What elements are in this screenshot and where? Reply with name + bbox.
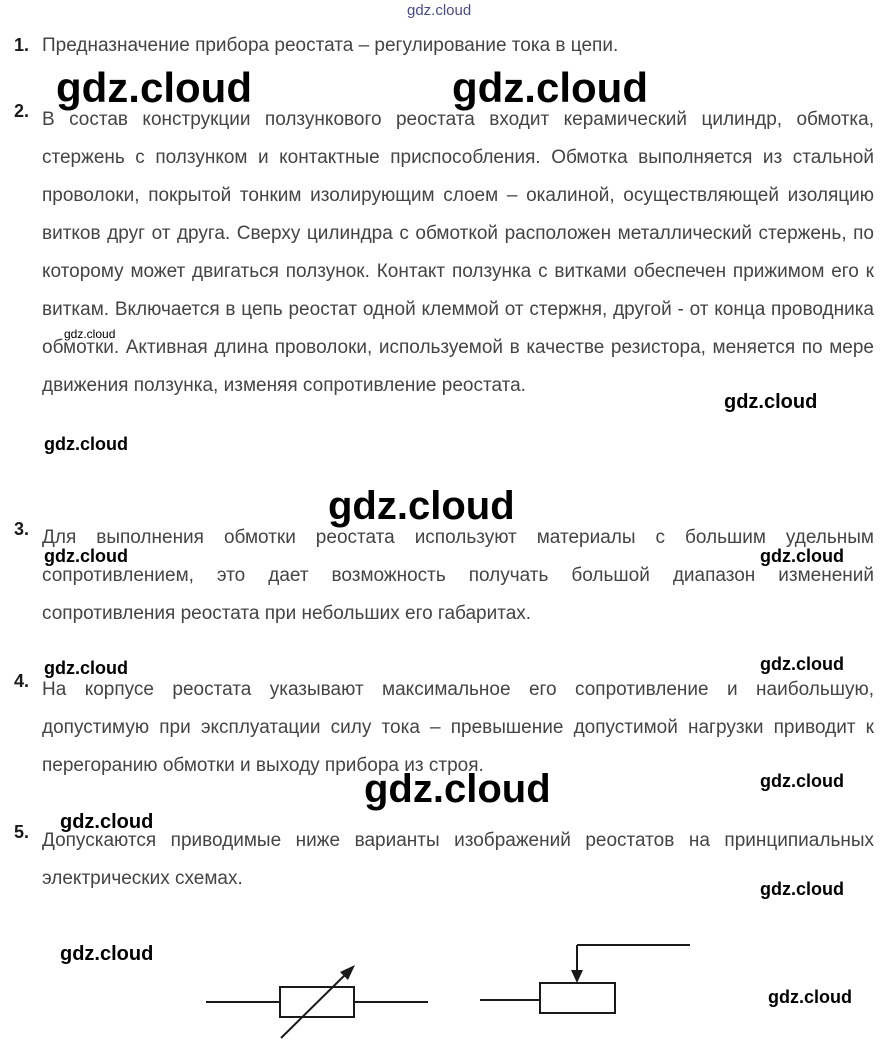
item-number: 3. bbox=[14, 519, 30, 539]
watermark: gdz.cloud bbox=[44, 546, 128, 566]
watermark: gdz.cloud bbox=[60, 943, 154, 965]
watermark: gdz.cloud bbox=[760, 546, 844, 566]
watermark: gdz.cloud bbox=[452, 64, 648, 111]
watermark: gdz.cloud bbox=[407, 2, 472, 19]
answer-item-2 bbox=[14, 101, 874, 405]
variable-resistor-symbol bbox=[206, 965, 428, 1038]
answer-item-1 bbox=[14, 35, 874, 57]
watermark: gdz.cloud bbox=[760, 879, 844, 899]
item-number: 4. bbox=[14, 671, 30, 691]
watermark: gdz.cloud bbox=[768, 987, 852, 1007]
item-text: На корпусе реостата указывают максимальное его сопротивление и наибольшую, допустимую при эксплуатации силу тока – превышение допустимой нагрузки приводит к перегоранию обмотки и выходу прибора из строя. bbox=[42, 679, 874, 776]
watermark: gdz.cloud bbox=[760, 771, 844, 791]
item-text: В состав конструкции ползункового реостата входит керамический цилиндр, обмотка, стержень с ползунком и контактные приспособления. Обмотка выполняется из стальной проволоки, покрытой тонким изолирующим слоем – окалиной, осуществляющей изоляцию витков друг от друга. Сверху цилиндра с обмоткой расположен металлический стержень, по которому может двигаться ползунок. Контакт ползунка с витками обеспечен прижимом его к виткам. Включается в цепь реостат одной клеммой от стержня, другой - от конца проводника обмотки. Активная длина проволоки, используемой в качестве резистора, меняется по мере движения ползунка, изменяя сопротивление реостата. bbox=[42, 109, 874, 396]
watermark: gdz.cloud bbox=[60, 811, 154, 833]
item-number: 1. bbox=[14, 35, 30, 55]
watermark: gdz.cloud bbox=[328, 484, 515, 528]
item-number: 5. bbox=[14, 822, 30, 842]
slider-rheostat-symbol bbox=[480, 945, 690, 1013]
watermark: gdz.cloud bbox=[44, 434, 128, 454]
watermark: gdz.cloud bbox=[56, 64, 252, 111]
item-text: Для выполнения обмотки реостата используют материалы с большим удельным сопротивлением, это дает возможность получать большой диапазон изменений сопротивления реостата при небольших его габаритах. bbox=[42, 527, 874, 624]
watermark: gdz.cloud bbox=[44, 658, 128, 678]
watermark: gdz.cloud bbox=[64, 327, 116, 341]
item-text: Предназначение прибора реостата – регулирование тока в цепи. bbox=[42, 35, 619, 56]
answer-item-3 bbox=[14, 519, 874, 633]
item-number: 2. bbox=[14, 101, 30, 121]
watermark: gdz.cloud bbox=[364, 767, 551, 811]
watermark: gdz.cloud bbox=[760, 654, 844, 674]
watermark: gdz.cloud bbox=[724, 391, 818, 413]
item-text: Допускаются приводимые ниже варианты изображений реостатов на принципиальных электрических схемах. bbox=[42, 830, 874, 889]
